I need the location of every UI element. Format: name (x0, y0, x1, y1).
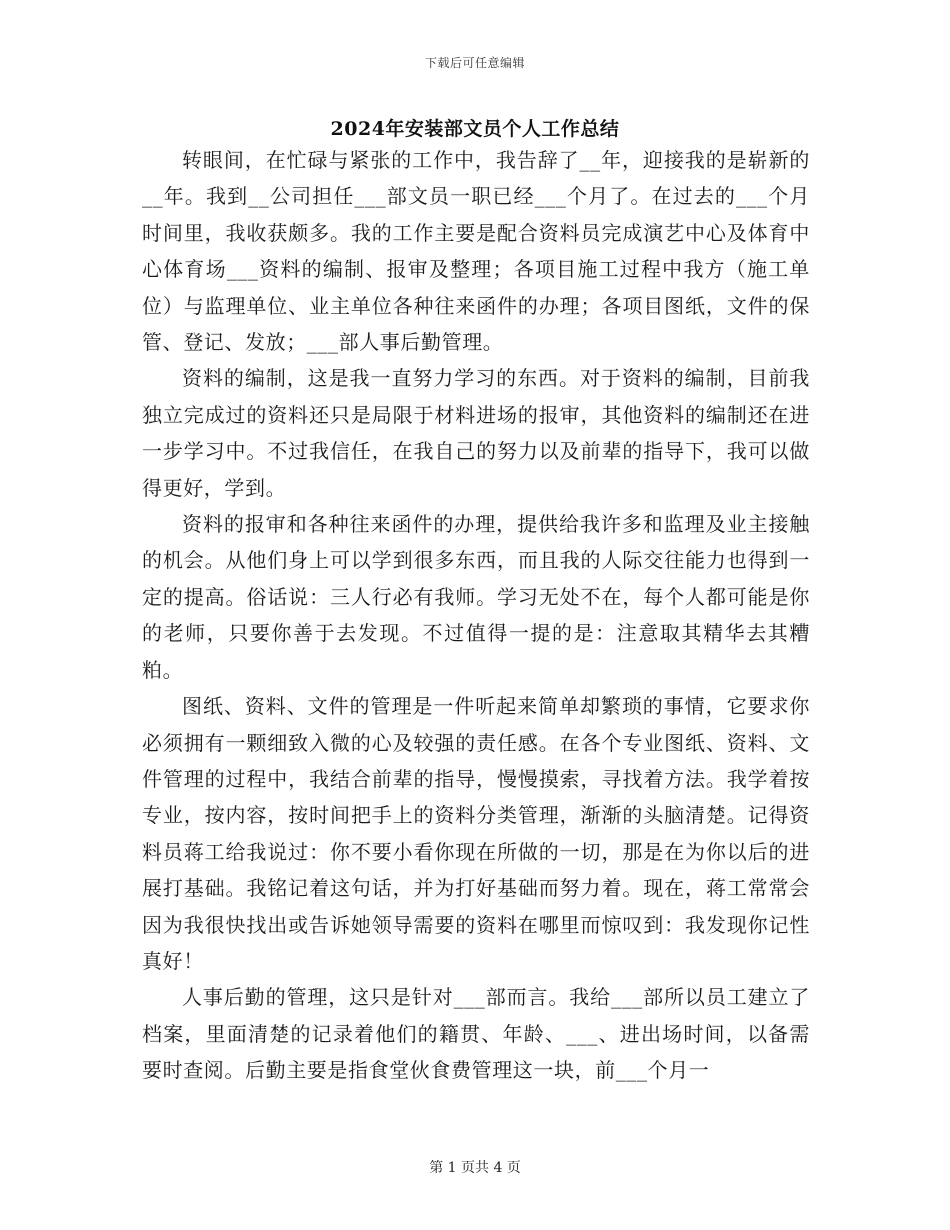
page-header-note: 下载后可任意编辑 (424, 56, 525, 70)
paragraph-submission-correspondence: 资料的报审和各种往来函件的办理，提供给我许多和监理及业主接触的机会。从他们身上可以学到很多东西，而且我的人际交往能力也得到一定的提高。俗话说：三人行必有我师。学习无处不在，每个人都可能是你的老师，只要你善于去发现。不过值得一提的是：注意取其精华去其糟粕。 (142, 512, 810, 682)
document-title: 2024年安装部文员个人工作总结 (330, 118, 620, 140)
document-body (142, 142, 810, 1089)
paragraph-document-compilation: 资料的编制，这是我一直努力学习的东西。对于资料的编制，目前我独立完成过的资料还只是局限于材料进场的报审，其他资料的编制还在进一步学习中。不过我信任，在我自己的努力以及前辈的指导下，我可以做得更好，学到。 (142, 366, 810, 500)
paragraph-intro: 转眼间，在忙碌与紧张的工作中，我告辞了__年，迎接我的是崭新的__年。我到__公司担任___部文员一职已经___个月了。在过去的___个月时间里，我收获颇多。我的工作主要是配合资料员完成演艺中心及体育中心体育场___资料的编制、报审及整理；各项目施工过程中我方（施工单位）与监理单位、业主单位各种往来函件的办理；各项目图纸，文件的保管、登记、发放；___部人事后勤管理。 (142, 148, 810, 355)
paragraph-file-management: 图纸、资料、文件的管理是一件听起来简单却繁琐的事情，它要求你必须拥有一颗细致入微的心及较强的责任感。在各个专业图纸、资料、文件管理的过程中，我结合前辈的指导，慢慢摸索，寻找着方法。我学着按专业，按内容，按时间把手上的资料分类管理，渐渐的头脑清楚。记得资料员蒋工给我说过：你不要小看你现在所做的一切，那是在为你以后的进展打基础。我铭记着这句话，并为打好基础而努力着。现在，蒋工常常会因为我很快找出或告诉她领导需要的资料在哪里而惊叹到：我发现你记性真好！ (142, 694, 810, 973)
paragraph-hr-logistics: 人事后勤的管理，这只是针对___部而言。我给___部所以员工建立了档案，里面清楚的记录着他们的籍贯、年龄、___、进出场时间，以备需要时查阅。后勤主要是指食堂伙食费管理这一块，前___个月一 (142, 985, 810, 1083)
page-number-footer: 第 1 页共 4 页 (429, 1160, 521, 1176)
